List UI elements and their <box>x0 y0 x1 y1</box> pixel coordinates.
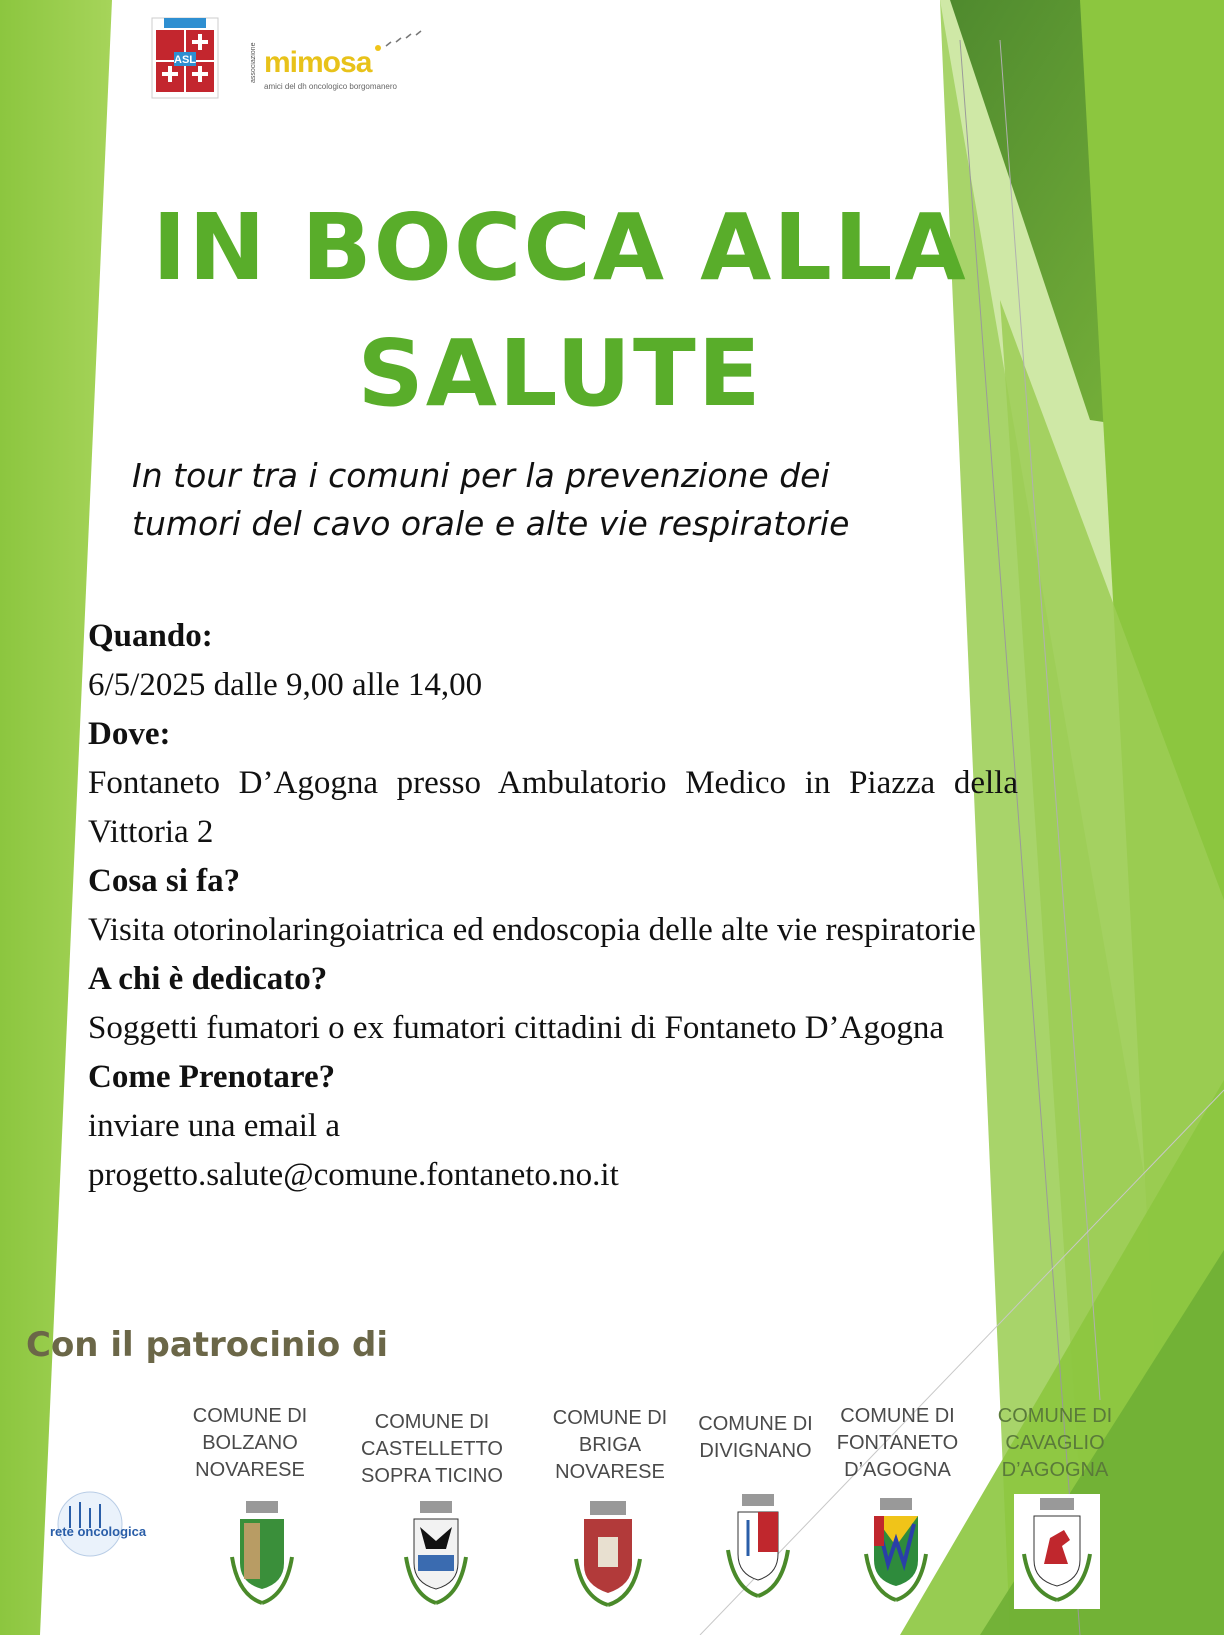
how-instruction: inviare una email a <box>88 1108 340 1144</box>
page-title <box>100 185 1020 437</box>
crest-divignano-icon <box>718 1490 798 1605</box>
comune-label-line3: SOPRA TICINO <box>361 1465 503 1487</box>
comune-label-line2: DIVIGNANO <box>699 1440 812 1462</box>
comune-cavaglio-dagogna <box>985 1403 1125 1484</box>
comune-label-line3: D’AGOGNA <box>1001 1459 1109 1481</box>
title-line-2: SALUTE <box>357 320 763 427</box>
event-info <box>88 612 1018 1200</box>
crest-cavaglio-icon <box>1012 1494 1102 1609</box>
comune-label-line2: BOLZANO <box>202 1432 298 1454</box>
where-label: Dove: <box>88 716 171 752</box>
comune-label-line3: NOVARESE <box>555 1461 665 1483</box>
rete-oncologica-logo <box>40 1488 150 1568</box>
crest-castelletto-icon <box>396 1497 476 1612</box>
comune-label-line1: COMUNE DI <box>840 1405 955 1427</box>
crest-briga-icon <box>568 1497 648 1612</box>
subtitle-line-2: tumori del cavo orale e alte vie respiratorie <box>132 504 850 543</box>
when-value: 6/5/2025 dalle 9,00 alle 14,00 <box>88 667 483 703</box>
mimosa-name: mimosa <box>264 46 372 79</box>
comune-label-line3: D’AGOGNA <box>844 1459 951 1481</box>
who-value: Soggetti fumatori o ex fumatori cittadini di Fontaneto D’Agogna <box>88 1010 945 1046</box>
what-value: Visita otorinolaringoiatrica ed endoscopia delle alte vie respiratorie <box>88 912 976 948</box>
comune-briga-novarese <box>540 1405 680 1486</box>
subtitle <box>132 452 972 548</box>
comune-label-line1: COMUNE DI <box>374 1411 490 1433</box>
how-label: Come Prenotare? <box>88 1059 336 1095</box>
where-value: Fontaneto D’Agogna presso Ambulatorio Medico in Piazza della Vittoria 2 <box>88 765 1018 850</box>
booking-email[interactable]: progetto.salute@comune.fontaneto.no.it <box>88 1157 619 1193</box>
comune-fontaneto-dagogna <box>825 1403 970 1484</box>
when-label: Quando: <box>88 618 213 654</box>
comune-bolzano-novarese <box>180 1403 320 1484</box>
mimosa-vertical-text: associazione <box>250 42 257 84</box>
comune-divignano <box>688 1411 823 1465</box>
mimosa-logo <box>250 24 440 102</box>
comune-label-line2: CAVAGLIO <box>1005 1432 1105 1454</box>
what-label: Cosa si fa? <box>88 863 241 899</box>
asl-logo-text: ASL <box>174 54 196 66</box>
crest-bolzano-icon <box>222 1497 302 1612</box>
who-label: A chi è dedicato? <box>88 961 328 997</box>
patronage-heading: Con il patrocinio di <box>26 1325 389 1365</box>
mimosa-tagline: amici del dh oncologico borgomanero <box>264 82 397 91</box>
subtitle-line-1: In tour tra i comuni per la prevenzione dei <box>132 456 830 495</box>
rete-logo-text: rete oncologica <box>50 1524 147 1539</box>
crest-fontaneto-icon <box>856 1494 936 1609</box>
mimosa-flower-icon <box>370 28 430 54</box>
comune-label-line1: COMUNE DI <box>192 1405 308 1427</box>
asl-logo <box>150 16 220 100</box>
comune-label-line2: CASTELLETTO <box>361 1438 503 1460</box>
comune-castelletto-sopra-ticino <box>352 1409 512 1490</box>
comune-label-line2: FONTANETO <box>836 1432 959 1454</box>
comune-label-line1: COMUNE DI <box>997 1405 1113 1427</box>
title-line-1: IN BOCCA ALLA <box>152 194 968 301</box>
comune-label-line3: NOVARESE <box>195 1459 305 1481</box>
comune-label-line1: COMUNE DI <box>698 1413 813 1435</box>
comune-label-line2: BRIGA <box>578 1434 642 1456</box>
comune-label-line1: COMUNE DI <box>552 1407 668 1429</box>
